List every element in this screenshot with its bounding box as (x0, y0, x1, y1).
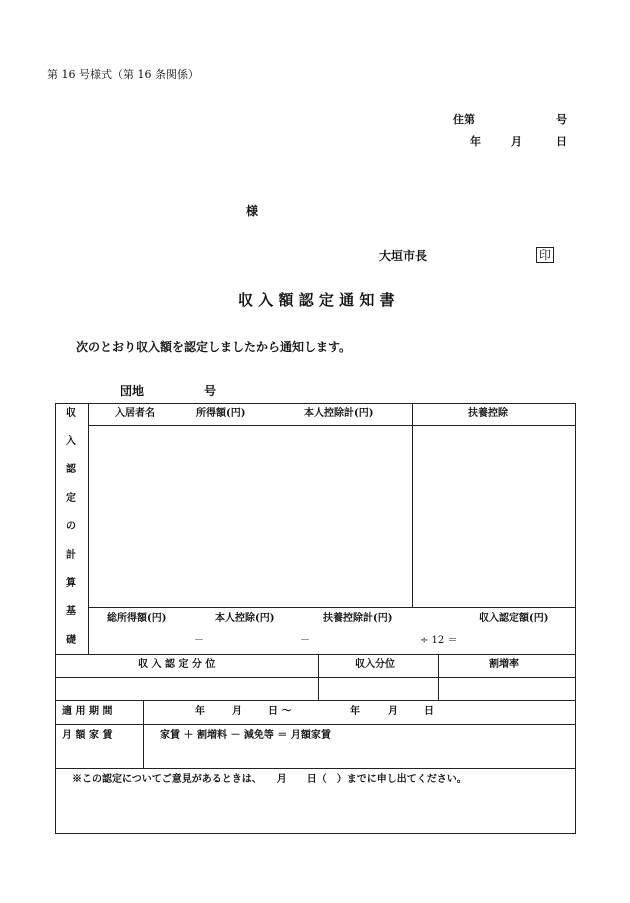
complex-number-suffix: 号 (204, 384, 217, 398)
objection-deadline-note: ※この認定についてご意見があるときは、 月 日（ ）までに申し出てください。 (72, 774, 467, 785)
formula-minus-1: － (194, 635, 204, 646)
certified-income-label: 収入認定額(円) (479, 613, 549, 624)
self-deduction-label: 本人控除(円) (215, 613, 275, 624)
formula-divide-12: ÷ 12 ＝ (420, 635, 458, 646)
document-number-suffix: 号 (556, 113, 567, 126)
monthly-rent-formula: 家賃 ＋ 割増料 － 減免等 ＝ 月額家賃 (160, 730, 331, 741)
income-header: 所得額(円) (196, 408, 246, 419)
certified-class-header: 収 入 認 定 分 位 (138, 659, 216, 670)
seal-mark: 印 (536, 247, 554, 263)
dependent-deduction-total-label: 扶養控除計(円) (323, 613, 393, 624)
side-label-char: 基 (66, 606, 76, 617)
side-label-char: 算 (66, 578, 76, 589)
resident-name-header: 入居者名 (115, 408, 155, 419)
period-start-year: 年 (195, 706, 205, 717)
income-class-header: 収入分位 (355, 659, 395, 670)
complex-label: 団地 (120, 384, 145, 398)
intro-text: 次のとおり収入額を認定しましたから通知します。 (76, 340, 352, 354)
application-period-label: 適 用 期 間 (62, 706, 113, 717)
monthly-rent-label: 月 額 家 賃 (62, 730, 113, 741)
addressee-honorific: 様 (246, 204, 259, 218)
self-deduction-total-header: 本人控除計(円) (304, 408, 374, 419)
period-start-month: 月 (232, 706, 242, 717)
surcharge-rate-header: 割増率 (489, 659, 519, 670)
side-label-char: 収 (66, 408, 76, 419)
issue-year-label: 年 (470, 135, 481, 148)
period-end-month: 月 (388, 706, 398, 717)
side-label-char: の (66, 521, 76, 532)
dependent-deduction-header: 扶養控除 (468, 408, 508, 419)
document-number-prefix: 住第 (453, 113, 475, 126)
issuer-name: 大垣市長 (379, 249, 428, 263)
issue-day-label: 日 (556, 135, 567, 148)
side-label-char: 入 (66, 436, 76, 447)
period-end-year: 年 (350, 706, 360, 717)
period-start-day: 日 〜 (268, 706, 292, 717)
period-end-day: 日 (424, 706, 434, 717)
issue-month-label: 月 (511, 135, 522, 148)
side-label-char: 計 (66, 550, 76, 561)
document-title: 収 入 額 認 定 通 知 書 (238, 291, 395, 309)
side-label-char: 認 (66, 464, 76, 475)
total-income-label: 総所得額(円) (107, 613, 167, 624)
side-label-char: 定 (66, 493, 76, 504)
side-label-char: 礎 (66, 635, 76, 646)
form-number-label: 第 16 号様式（第 16 条関係） (47, 68, 199, 81)
formula-minus-2: － (300, 635, 310, 646)
